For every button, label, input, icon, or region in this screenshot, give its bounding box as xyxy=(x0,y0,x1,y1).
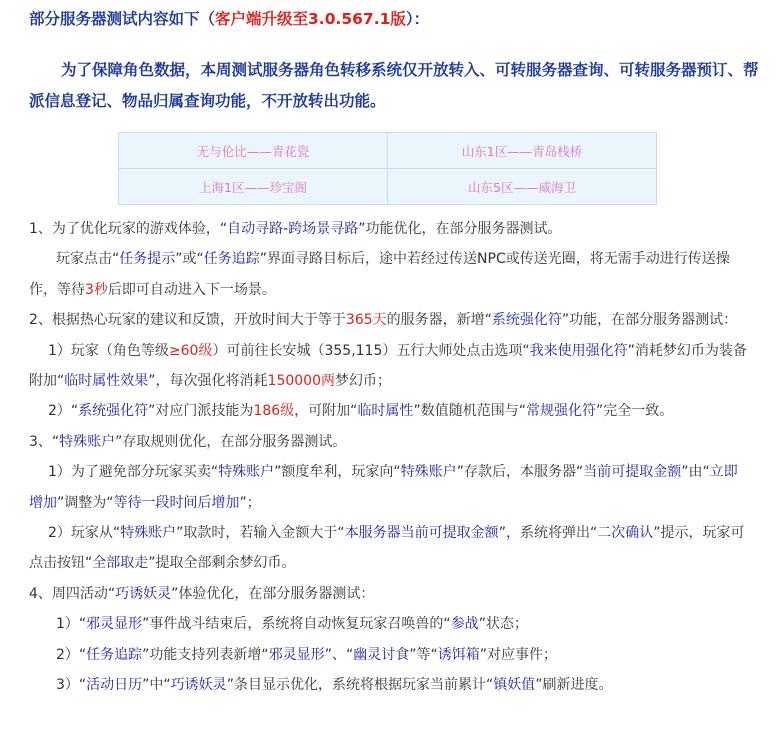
section2-item2: 2）“系统强化符”对应门派技能为186级，可附加“临时属性”数值随机范围与“常规强化符”完全一致。 xyxy=(48,403,674,420)
title-prefix: 部分服务器测试内容如下（ xyxy=(29,10,216,28)
server-cell: 无与伦比——青花瓷 xyxy=(119,133,388,169)
section3-item1: 1）为了避免部分玩家买卖“特殊账户”额度牟利，玩家向“特殊账户”存款后，本服务器“当前可提取金额”由“立即增加”调整为“等待一段时间后增加”； xyxy=(29,464,738,511)
section3-heading: 3、“特殊账户”存取规则优化，在部分服务器测试。 xyxy=(29,433,347,450)
section4-item3: 3）“活动日历”中“巧诱妖灵”条目显示优化，系统将根据玩家当前累计“镇妖值”刷新进度。 xyxy=(56,677,613,694)
section1-detail: 玩家点击“任务提示”或“任务追踪”界面寻路目标后，途中若经过传送NPC或传送光圈，将无需手动进行传送操作，等待3秒后即可自动进入下一场景。 xyxy=(29,251,730,298)
article-body xyxy=(29,214,751,701)
section4-heading: 4、周四活动“巧诱妖灵”体验优化，在部分服务器测试： xyxy=(29,585,375,602)
section2-heading: 2、根据热心玩家的建议和反馈，开放时间大于等于365天的服务器，新增“系统强化符”功能，在部分服务器测试： xyxy=(29,312,738,329)
server-cell: 山东5区——威海卫 xyxy=(388,169,657,205)
title-suffix: ）： xyxy=(405,10,430,28)
client-version-highlight: 客户端升级至3.0.567.1版 xyxy=(215,10,406,28)
section4-item1: 1）“邪灵显形”事件战斗结束后，系统将自动恢复玩家召唤兽的“参战”状态； xyxy=(56,616,528,633)
section1-heading: 1、为了优化玩家的游戏体验，“自动寻路-跨场景寻路”功能优化，在部分服务器测试。 xyxy=(29,221,562,237)
intro-paragraph: 为了保障角色数据，本周测试服务器角色转移系统仅开放转入、可转服务器查询、可转服务器预订、帮派信息登记、物品归属查询功能，不开放转出功能。 xyxy=(29,61,759,110)
server-cell: 上海1区——珍宝阁 xyxy=(119,169,388,205)
server-cell: 山东1区——青岛栈桥 xyxy=(388,133,657,169)
server-table xyxy=(118,132,657,205)
section4-item2: 2）“任务追踪”功能支持列表新增“邪灵显形”、“幽灵讨食”等“诱饵箱”对应事件； xyxy=(56,646,557,663)
section3-item2: 2）玩家从“特殊账户”取款时，若输入金额大于“本服务器当前可提取金额”，系统将弹出“二次确认”提示，玩家可点击按钮“全部取走”提取全部剩余梦幻币。 xyxy=(29,525,745,572)
page-title xyxy=(29,8,769,30)
server-table-row xyxy=(119,169,657,205)
section2-item1: 1）玩家（角色等级≥60级）可前往长安城（355,115）五行大师处点击选项“我来使用强化符”消耗梦幻币为装备附加“临时属性效果”，每次强化将消耗150000两梦幻币； xyxy=(29,342,747,390)
server-table-row xyxy=(119,133,657,169)
